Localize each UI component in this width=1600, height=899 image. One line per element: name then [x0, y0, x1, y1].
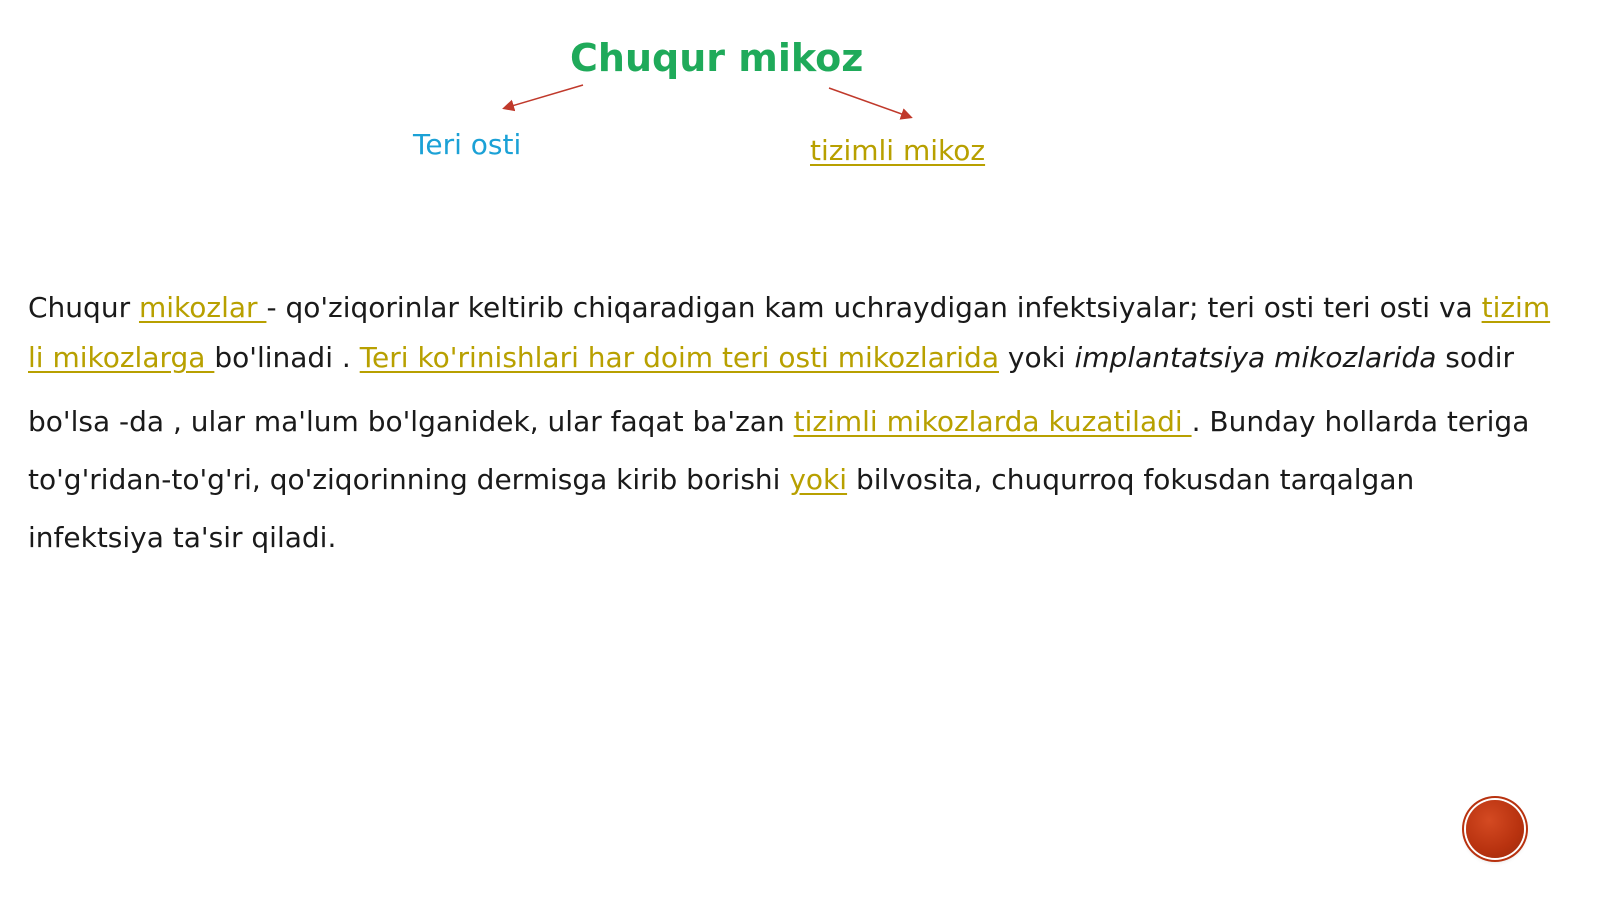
body-line-4: [28, 451, 1543, 509]
arrow-right: [829, 88, 910, 117]
link-mikozlar[interactable]: mikozlar: [138, 291, 267, 324]
link-yoki[interactable]: yoki: [789, 463, 848, 496]
link-tizimli-mikozlarda[interactable]: tizimli mikozlarda kuzatiladi: [793, 405, 1192, 438]
branch-teri-osti: Teri osti: [413, 128, 522, 161]
link-teri-korinishlari[interactable]: Teri ko'rinishlari har doim teri osti mikozlarida: [359, 341, 999, 374]
body-text-segment: sodir: [1436, 341, 1515, 374]
body-text-segment: - qo'ziqorinlar keltirib chiqaradigan kam uchraydigan infektsiyalar; teri osti teri osti va: [266, 291, 1482, 324]
slide-nav-button[interactable]: [1466, 800, 1524, 858]
link-tizimli-mikozlarga-part2[interactable]: li mikozlarga: [28, 341, 215, 374]
body-line-3: [28, 393, 1543, 451]
arrow-left: [505, 85, 583, 108]
slide-title: Chuqur mikoz: [570, 36, 864, 80]
body-line-1: [28, 283, 1551, 333]
link-tizimli-mikozlarga-part1[interactable]: tizim: [1481, 291, 1551, 324]
body-paragraph: [28, 283, 1551, 567]
italic-implantatsiya: implantatsiya mikozlarida: [1074, 341, 1437, 374]
body-text-segment: yoki: [998, 341, 1075, 374]
body-text-segment: Chuqur: [28, 291, 139, 324]
body-text-segment: infektsiya ta'sir qiladi.: [28, 521, 337, 554]
body-text-segment: to'g'ridan-to'g'ri, qo'ziqorinning dermisga kirib borishi: [28, 463, 790, 496]
body-text-segment: . Bunday hollarda teriga: [1191, 405, 1530, 438]
body-text-segment: bilvosita, chuqurroq fokusdan tarqalgan: [847, 463, 1415, 496]
body-text-segment: bo'linadi .: [214, 341, 360, 374]
body-line-2: [28, 333, 1543, 383]
body-line-5: [28, 509, 1543, 567]
body-text-segment: bo'lsa -da , ular ma'lum bo'lganidek, ular faqat ba'zan: [28, 405, 794, 438]
branch-tizimli-mikoz-link[interactable]: tizimli mikoz: [810, 134, 986, 167]
diagram-arrows: [0, 0, 1600, 200]
